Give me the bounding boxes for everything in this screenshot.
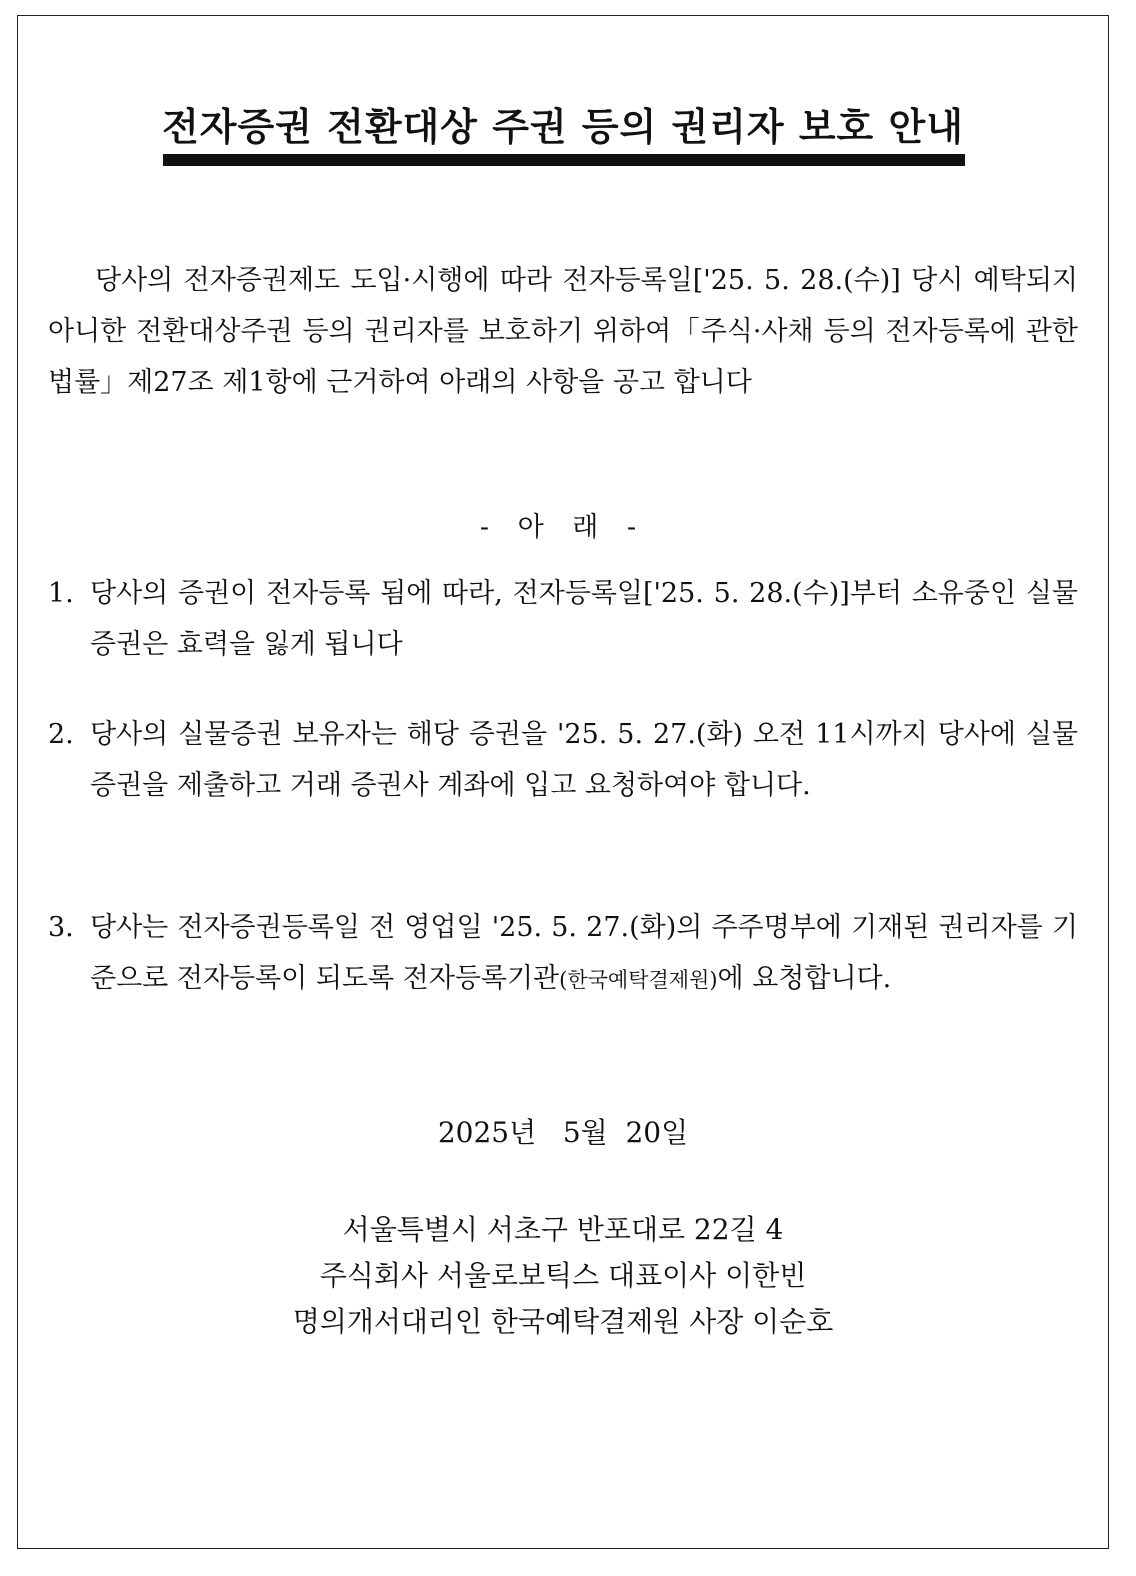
- document-title: 전자증권 전환대상 주권 등의 권리자 보호 안내: [162, 105, 964, 149]
- company-representative: 주식회사 서울로보틱스 대표이사 이한빈: [319, 1259, 807, 1292]
- item-number: 2.: [48, 719, 74, 750]
- notice-item-2: [48, 709, 1078, 811]
- item-number: 1.: [48, 578, 74, 609]
- item-number: 3.: [48, 912, 74, 943]
- signature-block: [0, 1207, 1126, 1345]
- item-text-before: 당사는 전자증권등록일 전 영업일 '25. 5. 27.(화)의 주주명부에 기재된 권리자를 기준으로 전자등록이 되도록 전자등록기관: [90, 912, 1078, 994]
- notice-heading: - 아 래 -: [479, 512, 647, 543]
- item-text-small: (한국예탁결제원): [559, 968, 718, 992]
- transfer-agent: 명의개서대리인 한국예탁결제원 사장 이순호: [292, 1305, 834, 1338]
- notice-item-3: [48, 902, 1078, 1006]
- company-address: 서울특별시 서초구 반포대로 22길 4: [342, 1213, 784, 1246]
- title-underline: [163, 154, 965, 166]
- intro-paragraph: 당사의 전자증권제도 도입·시행에 따라 전자등록일['25. 5. 28.(수)] 당시 예탁되지 아니한 전환대상주권 등의 권리자를 보호하기 위하여「주식·사채 등의 전자등록에 관한 법률」제27조 제1항에 근거하여 아래의 사항을 공고 합니다: [48, 265, 1078, 398]
- notice-item-1: [48, 568, 1078, 670]
- notice-date: 2025년 5월 20일: [437, 1116, 689, 1149]
- item-text: 당사의 실물증권 보유자는 해당 증권을 '25. 5. 27.(화) 오전 11시까지 당사에 실물증권을 제출하고 거래 증권사 계좌에 입고 요청하여야 합니다.: [90, 719, 1078, 801]
- item-text: 당사의 증권이 전자등록 됨에 따라, 전자등록일['25. 5. 28.(수)]부터 소유중인 실물증권은 효력을 잃게 됩니다: [90, 578, 1078, 660]
- item-text-after: 에 요청합니다.: [717, 963, 892, 994]
